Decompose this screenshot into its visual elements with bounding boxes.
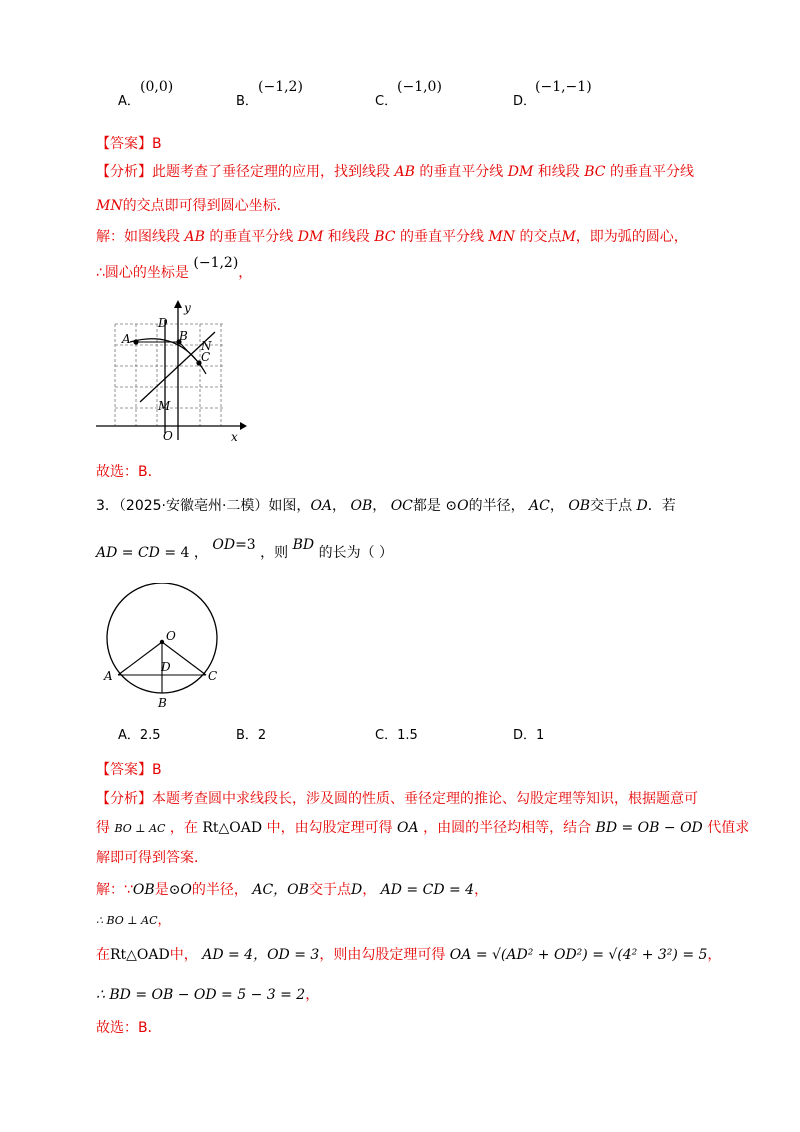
q2-answer: 【答案】B (96, 136, 162, 152)
q3-option-d: D．1 (513, 728, 545, 743)
q3-analysis-line3: 解即可得到答案． (96, 850, 208, 866)
center-point (160, 640, 164, 644)
label-b: B (158, 696, 167, 710)
q2-option-d-letter: D． (513, 94, 537, 109)
label-o: O (166, 629, 176, 643)
q3-stem-line2: AD = CD = 4 ， OD=3 ，则 BD 的长为（ ） (96, 537, 394, 561)
q2-solution-line1: 解：如图线段 AB 的垂直平分线 DM 和线段 BC 的垂直平分线 MN 的交点M，即为弧的圆心， (96, 229, 688, 245)
label-x: x (231, 430, 238, 444)
q2-option-d-value: (−1,−1) (535, 79, 592, 95)
q2-conclusion: 故选：B． (96, 464, 162, 480)
q3-analysis-line2: 得 BO ⊥ AC ，在 Rt△OAD 中，由勾股定理可得 OA ，由圆的半径均相等，结合 BD = OB − OD 代值求 (96, 820, 750, 836)
point-a (133, 339, 138, 344)
q3-option-b: B．2 (236, 728, 267, 743)
q3-stem-line1: 3．（2025·安徽亳州·二模）如图，OA， OB， OC都是 ⊙O的半径， AC， OB交于点 D．若 (96, 498, 676, 514)
label-m: M (158, 399, 171, 413)
q3-option-c: C．1.5 (375, 728, 418, 743)
q3-solution-line3: 在Rt△OAD中， AD = 4，OD = 3，则由勾股定理可得 OA = √(AD² + OD²) = √(4² + 3²) = 5， (96, 947, 722, 963)
q2-coordinate-figure (90, 298, 250, 448)
q3-circle-figure (96, 583, 236, 713)
label-d: D (158, 316, 168, 330)
q3-solution-line4: ∴ BD = OB − OD = 5 − 3 = 2， (96, 987, 320, 1003)
q3-solution-line2: ∴ BO ⊥ AC， (96, 913, 171, 928)
x-axis-arrow (240, 422, 247, 430)
label-a: A (122, 332, 131, 346)
q2-analysis-line2: MN的交点即可得到圆心坐标． (96, 198, 291, 214)
q3-solution-line1: 解：∵OB是⊙O的半径， AC，OB交于点D， AD = CD = 4， (96, 882, 489, 898)
label-n: N (201, 339, 212, 353)
y-axis-arrow (174, 300, 182, 308)
label-y: y (184, 301, 191, 315)
label-o: O (163, 429, 173, 443)
label-c: C (201, 350, 211, 364)
q3-conclusion: 故选：B． (96, 1020, 162, 1036)
arc (130, 339, 206, 374)
label-a: A (104, 669, 113, 683)
q2-option-c-value: (−1,0) (397, 79, 442, 95)
q2-option-a-value: (0,0) (140, 79, 174, 95)
label-d: D (161, 660, 171, 674)
q3-analysis-line1: 【分析】本题考查圆中求线段长，涉及圆的性质、垂径定理的推论、勾股定理等知识，根据题意可 (96, 791, 698, 807)
q3-option-a: A．2.5 (118, 728, 161, 743)
label-b: B (179, 329, 188, 343)
q2-option-c-letter: C． (375, 94, 398, 109)
label-c: C (208, 669, 218, 683)
radius-oa (118, 642, 162, 675)
q2-solution-line2: ∴圆心的坐标是 (−1,2)， (96, 255, 253, 281)
q2-option-a-letter: A． (118, 94, 140, 109)
q2-option-b-value: (−1,2) (258, 79, 303, 95)
q2-analysis-line1: 【分析】此题考查了垂径定理的应用，找到线段 AB 的垂直平分线 DM 和线段 BC 的垂直平分线 (96, 164, 694, 180)
q2-option-b-letter: B． (236, 94, 258, 109)
q3-answer: 【答案】B (96, 762, 162, 778)
